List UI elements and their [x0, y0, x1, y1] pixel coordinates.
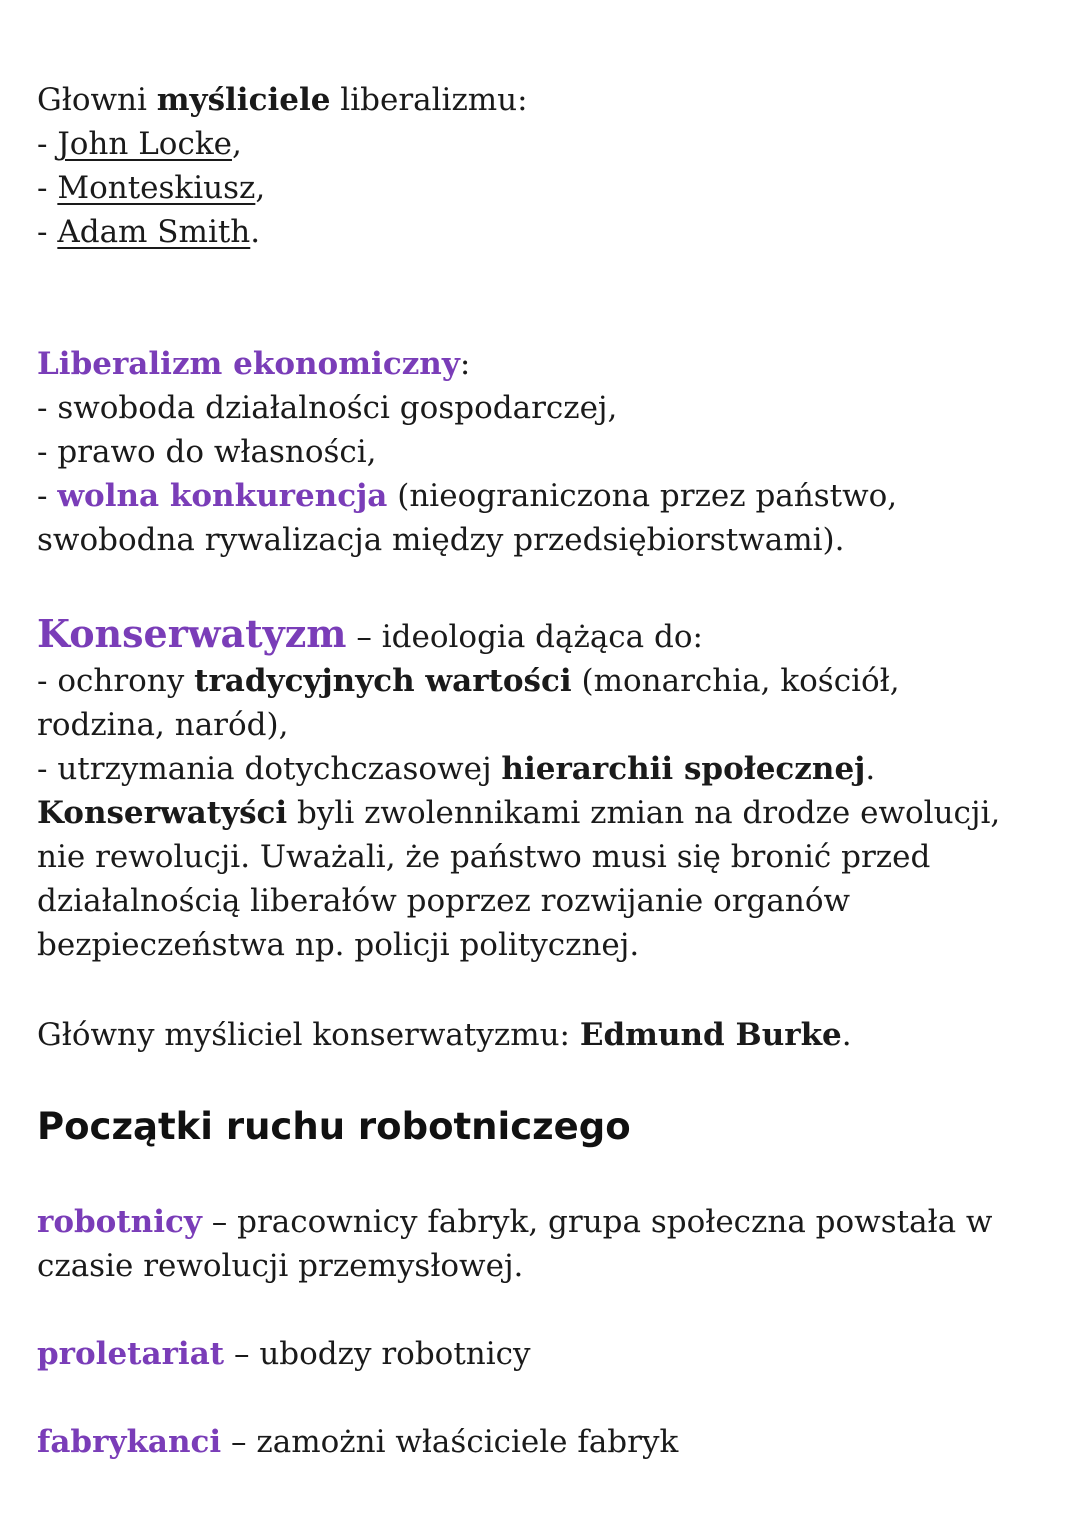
list-item: - wolna konkurencja (nieograniczona przez państwo,: [37, 478, 898, 514]
list-item: - ochrony tradycyjnych wartości (monarchia, kościół,: [37, 663, 900, 699]
thinker-item: - John Locke,: [37, 126, 242, 162]
thinker-item: - Monteskiusz,: [37, 170, 266, 206]
main-conservative-thinker: Główny myśliciel konserwatyzmu: Edmund Burke.: [37, 1017, 852, 1053]
paragraph-line: nie rewolucji. Uważali, że państwo musi się bronić przed: [37, 839, 931, 875]
definition-robotnicy: robotnicy – pracownicy fabryk, grupa społeczna powstała w czasie rewolucji przemysłowej.: [37, 1204, 993, 1284]
paragraph-line: działalnością liberałów poprzez rozwijanie organów: [37, 883, 851, 919]
thinker-name: Adam Smith: [57, 214, 251, 250]
thinker-item: - Adam Smith.: [37, 214, 261, 250]
list-item-continuation: swobodna rywalizacja między przedsiębiorstwami).: [37, 522, 845, 558]
conservatism-title: Konserwatyzm: [37, 611, 347, 656]
liberalism-thinkers-section: [37, 78, 528, 254]
thinkers-intro: Głowni myśliciele liberalizmu:: [37, 82, 528, 118]
thinkers-keyword: myśliciele: [156, 82, 331, 118]
paragraph-line: Konserwatyści byli zwolennikami zmian na drodze ewolucji,: [37, 795, 1001, 831]
economic-liberalism-title: Liberalizm ekonomiczny: [37, 346, 460, 382]
economic-liberalism-section: [37, 342, 897, 562]
free-competition-term: wolna konkurencja: [57, 478, 388, 514]
definition-term: proletariat: [37, 1336, 225, 1372]
conservatism-title-line: Konserwatyzm – ideologia dążąca do:: [37, 611, 703, 656]
list-item: - prawo do własności,: [37, 434, 377, 470]
definition-proletariat: proletariat – ubodzy robotnicy: [37, 1336, 531, 1372]
section-heading: Początki ruchu robotniczego: [37, 1105, 631, 1148]
definition-term: fabrykanci: [37, 1424, 222, 1460]
edmund-burke-name: Edmund Burke: [579, 1017, 842, 1053]
definition-fabrykanci: fabrykanci – zamożni właściciele fabryk: [37, 1424, 679, 1460]
paragraph-line: bezpieczeństwa np. policji politycznej.: [37, 927, 640, 963]
list-item-continuation: rodzina, naród),: [37, 707, 289, 743]
definition-term: robotnicy: [37, 1204, 202, 1240]
list-item: - utrzymania dotychczasowej hierarchii społecznej.: [37, 751, 876, 787]
thinker-name: John Locke: [57, 126, 232, 162]
thinker-name: Monteskiusz: [57, 170, 256, 206]
conservatism-section: [37, 612, 1000, 967]
economic-liberalism-title-line: Liberalizm ekonomiczny:: [37, 346, 471, 382]
list-item: - swoboda działalności gospodarczej,: [37, 390, 618, 426]
